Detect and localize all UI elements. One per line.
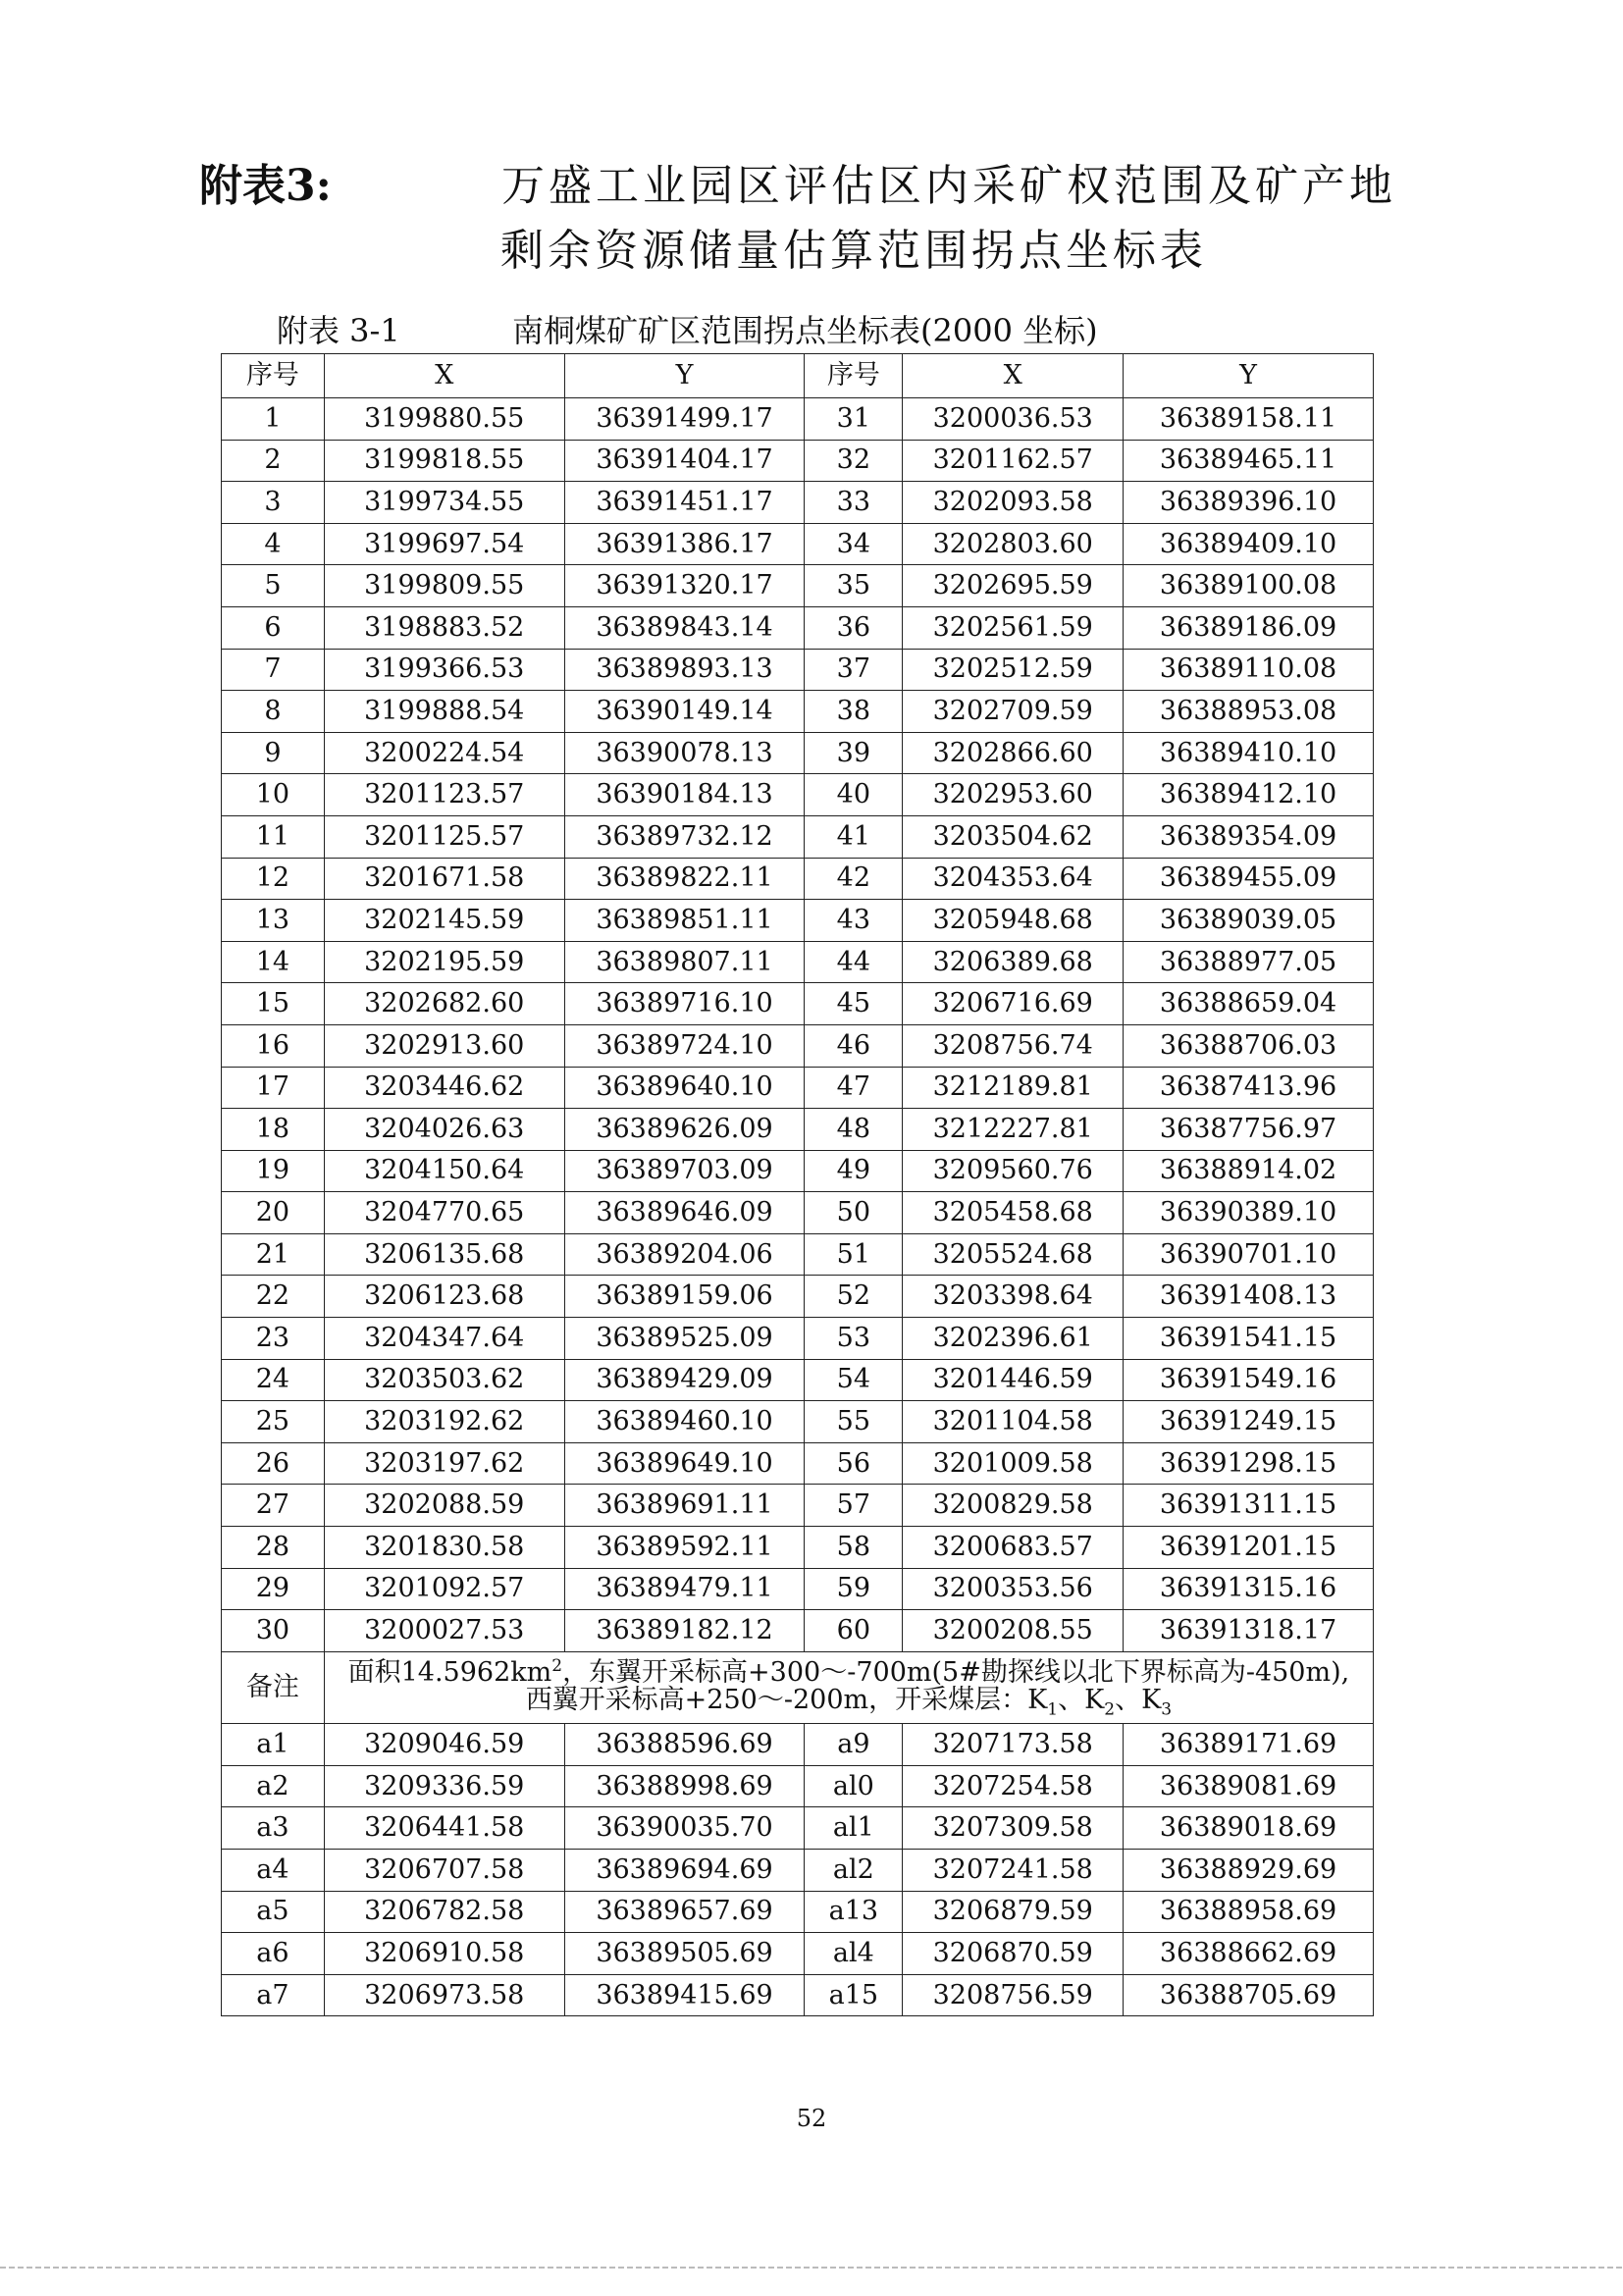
cell-x-2: 3201162.57 <box>903 440 1124 482</box>
table-row-a <box>222 1849 1374 1891</box>
cell-seq-2: 44 <box>805 941 903 983</box>
table-row <box>222 1610 1374 1652</box>
cell-x-2: 3207309.58 <box>903 1807 1124 1850</box>
cell-x-2: 3202866.60 <box>903 732 1124 774</box>
table-row <box>222 1485 1374 1527</box>
cell-seq-2: 52 <box>805 1276 903 1318</box>
cell-seq-2: a13 <box>805 1891 903 1933</box>
table-row-a <box>222 1891 1374 1933</box>
cell-x: 3209046.59 <box>324 1724 564 1766</box>
table-row <box>222 941 1374 983</box>
cell-x-2: 3201104.58 <box>903 1401 1124 1443</box>
cell-x: 3202682.60 <box>324 983 564 1025</box>
cell-y: 36389657.69 <box>564 1891 805 1933</box>
cell-x-2: 3208756.74 <box>903 1024 1124 1067</box>
cell-seq: 11 <box>222 815 325 858</box>
cell-seq: 20 <box>222 1192 325 1234</box>
cell-x: 3201125.57 <box>324 815 564 858</box>
cell-y-2: 36389110.08 <box>1124 649 1374 691</box>
cell-x-2: 3204353.64 <box>903 858 1124 900</box>
cell-seq-2: 57 <box>805 1485 903 1527</box>
table-row <box>222 691 1374 733</box>
cell-seq: 30 <box>222 1610 325 1652</box>
cell-x: 3202145.59 <box>324 900 564 942</box>
cell-y-2: 36389158.11 <box>1124 398 1374 441</box>
cell-seq: 17 <box>222 1067 325 1109</box>
cell-x: 3204026.63 <box>324 1109 564 1151</box>
title-line-1-text: 万盛工业园区评估区内采矿权范围及矿产地 <box>501 161 1396 211</box>
cell-y-2: 36389412.10 <box>1124 774 1374 816</box>
table-row <box>222 1192 1374 1234</box>
table-row <box>222 606 1374 649</box>
cell-seq: 25 <box>222 1401 325 1443</box>
note-east-wing: ，东翼开采标高+300～-700m(5#勘探线以北下界标高为-450m), <box>562 1656 1350 1688</box>
note-k1-sub: 1 <box>1047 1699 1059 1720</box>
cell-x: 3206441.58 <box>324 1807 564 1850</box>
cell-seq-2: 32 <box>805 440 903 482</box>
table-row <box>222 1024 1374 1067</box>
cell-x-2: 3202803.60 <box>903 523 1124 565</box>
cell-y-2: 36391541.15 <box>1124 1318 1374 1360</box>
cell-x: 3198883.52 <box>324 606 564 649</box>
title-prefix: 附表3: <box>199 161 332 211</box>
cell-seq: 19 <box>222 1150 325 1192</box>
cell-y: 36389159.06 <box>564 1276 805 1318</box>
cell-x: 3199880.55 <box>324 398 564 441</box>
cell-y: 36389182.12 <box>564 1610 805 1652</box>
cell-seq-2: 35 <box>805 565 903 607</box>
table-row-a <box>222 1933 1374 1975</box>
cell-y-2: 36389410.10 <box>1124 732 1374 774</box>
cell-y: 36390149.14 <box>564 691 805 733</box>
cell-x-2: 3205948.68 <box>903 900 1124 942</box>
cell-seq: a7 <box>222 1974 325 2016</box>
cell-seq: 4 <box>222 523 325 565</box>
header-seq-2: 序号 <box>805 354 903 398</box>
cell-y: 36391386.17 <box>564 523 805 565</box>
cell-x: 3204347.64 <box>324 1318 564 1360</box>
cell-x: 3201092.57 <box>324 1568 564 1610</box>
cell-x-2: 3206879.59 <box>903 1891 1124 1933</box>
cell-x: 3206135.68 <box>324 1233 564 1276</box>
cell-seq-2: 56 <box>805 1442 903 1485</box>
table-row <box>222 1401 1374 1443</box>
header-x-2: X <box>903 354 1124 398</box>
cell-seq-2: 47 <box>805 1067 903 1109</box>
cell-seq-2: 59 <box>805 1568 903 1610</box>
cell-x-2: 3201446.59 <box>903 1359 1124 1401</box>
cell-y: 36389703.09 <box>564 1150 805 1192</box>
cell-x-2: 3202953.60 <box>903 774 1124 816</box>
cell-y-2: 36388929.69 <box>1124 1849 1374 1891</box>
cell-seq: 3 <box>222 482 325 524</box>
cell-seq: 8 <box>222 691 325 733</box>
cell-x-2: 3203398.64 <box>903 1276 1124 1318</box>
cell-seq-2: 39 <box>805 732 903 774</box>
cell-y: 36389415.69 <box>564 1974 805 2016</box>
cell-y: 36389204.06 <box>564 1233 805 1276</box>
cell-seq-2: al2 <box>805 1849 903 1891</box>
cell-seq: 14 <box>222 941 325 983</box>
cell-y-2: 36389455.09 <box>1124 858 1374 900</box>
cell-y: 36389822.11 <box>564 858 805 900</box>
cell-seq-2: 36 <box>805 606 903 649</box>
cell-x-2: 3209560.76 <box>903 1150 1124 1192</box>
cell-y-2: 36390701.10 <box>1124 1233 1374 1276</box>
cell-x: 3203446.62 <box>324 1067 564 1109</box>
cell-y: 36389893.13 <box>564 649 805 691</box>
cell-x: 3206973.58 <box>324 1974 564 2016</box>
table-row-a <box>222 1974 1374 2016</box>
cell-y: 36389851.11 <box>564 900 805 942</box>
table-header-row <box>222 354 1374 398</box>
cell-seq-2: 60 <box>805 1610 903 1652</box>
cell-y: 36389479.11 <box>564 1568 805 1610</box>
cell-seq: 29 <box>222 1568 325 1610</box>
cell-x: 3206707.58 <box>324 1849 564 1891</box>
cell-y: 36389807.11 <box>564 941 805 983</box>
cell-seq-2: 55 <box>805 1401 903 1443</box>
cell-y-2: 36391549.16 <box>1124 1359 1374 1401</box>
cell-y-2: 36389186.09 <box>1124 606 1374 649</box>
table-caption <box>277 306 1098 351</box>
cell-seq: a5 <box>222 1891 325 1933</box>
table-row <box>222 565 1374 607</box>
table-row <box>222 1527 1374 1569</box>
cell-seq-2: 43 <box>805 900 903 942</box>
cell-x-2: 3205524.68 <box>903 1233 1124 1276</box>
header-seq: 序号 <box>222 354 325 398</box>
cell-x-2: 3200829.58 <box>903 1485 1124 1527</box>
coordinate-table <box>221 353 1374 2016</box>
table-row-a <box>222 1724 1374 1766</box>
cell-y: 36390035.70 <box>564 1807 805 1850</box>
cell-y: 36388998.69 <box>564 1765 805 1807</box>
table-row-a <box>222 1807 1374 1850</box>
table-row <box>222 1109 1374 1151</box>
title-line-2: 剩余资源储量估算范围拐点坐标表 <box>500 226 1207 276</box>
cell-seq: 26 <box>222 1442 325 1485</box>
cell-seq: 16 <box>222 1024 325 1067</box>
cell-x: 3204770.65 <box>324 1192 564 1234</box>
note-area-unit-sup: 2 <box>551 1655 563 1676</box>
table-row <box>222 1359 1374 1401</box>
cell-seq-2: 37 <box>805 649 903 691</box>
cell-y: 36389724.10 <box>564 1024 805 1067</box>
cell-seq-2: 31 <box>805 398 903 441</box>
cell-x: 3209336.59 <box>324 1765 564 1807</box>
table-row <box>222 1233 1374 1276</box>
cell-y-2: 36391318.17 <box>1124 1610 1374 1652</box>
cell-y: 36389732.12 <box>564 815 805 858</box>
cell-seq-2: a9 <box>805 1724 903 1766</box>
cell-y-2: 36389018.69 <box>1124 1807 1374 1850</box>
cell-x-2: 3203504.62 <box>903 815 1124 858</box>
cell-seq-2: 40 <box>805 774 903 816</box>
cell-x-2: 3207241.58 <box>903 1849 1124 1891</box>
cell-seq-2: 45 <box>805 983 903 1025</box>
cell-seq-2: 34 <box>805 523 903 565</box>
cell-seq-2: 48 <box>805 1109 903 1151</box>
scan-edge-line <box>0 2267 1623 2269</box>
cell-seq: 27 <box>222 1485 325 1527</box>
cell-x-2: 3201009.58 <box>903 1442 1124 1485</box>
cell-y-2: 36390389.10 <box>1124 1192 1374 1234</box>
header-y: Y <box>564 354 805 398</box>
cell-x-2: 3208756.59 <box>903 1974 1124 2016</box>
cell-y: 36389592.11 <box>564 1527 805 1569</box>
cell-y: 36389646.09 <box>564 1192 805 1234</box>
cell-x-2: 3206716.69 <box>903 983 1124 1025</box>
cell-y: 36391499.17 <box>564 398 805 441</box>
cell-y-2: 36389409.10 <box>1124 523 1374 565</box>
table-row <box>222 1568 1374 1610</box>
cell-seq-2: al4 <box>805 1933 903 1975</box>
cell-x: 3204150.64 <box>324 1150 564 1192</box>
cell-y-2: 36391408.13 <box>1124 1276 1374 1318</box>
cell-y: 36389460.10 <box>564 1401 805 1443</box>
cell-y-2: 36391315.16 <box>1124 1568 1374 1610</box>
cell-seq-2: 41 <box>805 815 903 858</box>
cell-y-2: 36389171.69 <box>1124 1724 1374 1766</box>
cell-y: 36389525.09 <box>564 1318 805 1360</box>
cell-x-2: 3205458.68 <box>903 1192 1124 1234</box>
header-x: X <box>324 354 564 398</box>
cell-x-2: 3202709.59 <box>903 691 1124 733</box>
table-row-a <box>222 1765 1374 1807</box>
cell-x: 3202913.60 <box>324 1024 564 1067</box>
cell-y: 36389691.11 <box>564 1485 805 1527</box>
cell-y-2: 36391311.15 <box>1124 1485 1374 1527</box>
cell-x: 3202195.59 <box>324 941 564 983</box>
cell-x-2: 3202561.59 <box>903 606 1124 649</box>
cell-x-2: 3200208.55 <box>903 1610 1124 1652</box>
cell-y: 36391320.17 <box>564 565 805 607</box>
cell-seq: 15 <box>222 983 325 1025</box>
cell-x: 3206782.58 <box>324 1891 564 1933</box>
cell-y-2: 36391298.15 <box>1124 1442 1374 1485</box>
cell-seq: a3 <box>222 1807 325 1850</box>
cell-y-2: 36388977.05 <box>1124 941 1374 983</box>
cell-y-2: 36389396.10 <box>1124 482 1374 524</box>
cell-x: 3200224.54 <box>324 732 564 774</box>
table-row <box>222 858 1374 900</box>
table-row <box>222 649 1374 691</box>
table-row <box>222 1318 1374 1360</box>
note-label: 备注 <box>222 1651 325 1723</box>
cell-seq-2: 51 <box>805 1233 903 1276</box>
cell-y: 36390078.13 <box>564 732 805 774</box>
cell-x: 3201123.57 <box>324 774 564 816</box>
cell-seq: 21 <box>222 1233 325 1276</box>
cell-seq-2: 58 <box>805 1527 903 1569</box>
table-row <box>222 1067 1374 1109</box>
cell-x-2: 3200353.56 <box>903 1568 1124 1610</box>
cell-seq: 28 <box>222 1527 325 1569</box>
table-row <box>222 1442 1374 1485</box>
cell-x: 3199818.55 <box>324 440 564 482</box>
table-caption-text: 南桐煤矿矿区范围拐点坐标表(2000 坐标) <box>512 312 1098 349</box>
note-sep-2: 、K <box>1115 1684 1162 1715</box>
note-row <box>222 1651 1374 1723</box>
cell-x-2: 3202093.58 <box>903 482 1124 524</box>
cell-y-2: 36389465.11 <box>1124 440 1374 482</box>
table-row <box>222 732 1374 774</box>
cell-x: 3199697.54 <box>324 523 564 565</box>
table-row <box>222 482 1374 524</box>
cell-y-2: 36389100.08 <box>1124 565 1374 607</box>
cell-x-2: 3207254.58 <box>903 1765 1124 1807</box>
table-number: 附表 3-1 <box>277 312 400 349</box>
cell-x: 3199366.53 <box>324 649 564 691</box>
cell-seq: 13 <box>222 900 325 942</box>
cell-y: 36391451.17 <box>564 482 805 524</box>
cell-seq-2: 33 <box>805 482 903 524</box>
cell-y: 36389843.14 <box>564 606 805 649</box>
cell-seq: 5 <box>222 565 325 607</box>
cell-x: 3199888.54 <box>324 691 564 733</box>
cell-y-2: 36388706.03 <box>1124 1024 1374 1067</box>
cell-y-2: 36388958.69 <box>1124 1891 1374 1933</box>
table-row <box>222 774 1374 816</box>
page-number: 52 <box>796 2105 827 2132</box>
cell-y-2: 36391201.15 <box>1124 1527 1374 1569</box>
cell-y-2: 36387756.97 <box>1124 1109 1374 1151</box>
cell-y: 36389640.10 <box>564 1067 805 1109</box>
cell-seq: 22 <box>222 1276 325 1318</box>
table-row <box>222 440 1374 482</box>
cell-seq-2: 38 <box>805 691 903 733</box>
cell-seq: 1 <box>222 398 325 441</box>
cell-y: 36388596.69 <box>564 1724 805 1766</box>
cell-x: 3203197.62 <box>324 1442 564 1485</box>
cell-seq-2: 42 <box>805 858 903 900</box>
cell-y-2: 36388662.69 <box>1124 1933 1374 1975</box>
cell-y: 36389694.69 <box>564 1849 805 1891</box>
cell-x-2: 3206389.68 <box>903 941 1124 983</box>
cell-seq-2: 54 <box>805 1359 903 1401</box>
cell-x: 3206910.58 <box>324 1933 564 1975</box>
table-row <box>222 1276 1374 1318</box>
cell-x-2: 3202512.59 <box>903 649 1124 691</box>
cell-x-2: 3212227.81 <box>903 1109 1124 1151</box>
cell-seq-2: a15 <box>805 1974 903 2016</box>
table-row <box>222 398 1374 441</box>
cell-x: 3206123.68 <box>324 1276 564 1318</box>
note-area: 面积14.5962km <box>347 1656 552 1688</box>
cell-y: 36391404.17 <box>564 440 805 482</box>
cell-y-2: 36388705.69 <box>1124 1974 1374 2016</box>
cell-x-2: 3202396.61 <box>903 1318 1124 1360</box>
cell-y-2: 36388914.02 <box>1124 1150 1374 1192</box>
cell-y-2: 36391249.15 <box>1124 1401 1374 1443</box>
cell-y: 36389716.10 <box>564 983 805 1025</box>
cell-seq: a6 <box>222 1933 325 1975</box>
document-title <box>0 157 1623 281</box>
cell-seq-2: 53 <box>805 1318 903 1360</box>
cell-y-2: 36388659.04 <box>1124 983 1374 1025</box>
cell-x-2: 3202695.59 <box>903 565 1124 607</box>
table-row <box>222 983 1374 1025</box>
cell-y-2: 36387413.96 <box>1124 1067 1374 1109</box>
cell-y: 36389505.69 <box>564 1933 805 1975</box>
cell-seq: 10 <box>222 774 325 816</box>
cell-seq: a2 <box>222 1765 325 1807</box>
cell-y: 36389649.10 <box>564 1442 805 1485</box>
cell-x: 3200027.53 <box>324 1610 564 1652</box>
cell-x-2: 3206870.59 <box>903 1933 1124 1975</box>
cell-seq: a1 <box>222 1724 325 1766</box>
cell-x: 3203192.62 <box>324 1401 564 1443</box>
note-west-wing: 西翼开采标高+250～-200m，开采煤层：K <box>525 1684 1048 1715</box>
cell-x: 3199734.55 <box>324 482 564 524</box>
cell-y-2: 36389039.05 <box>1124 900 1374 942</box>
note-k3-sub: 3 <box>1161 1699 1173 1720</box>
cell-x-2: 3212189.81 <box>903 1067 1124 1109</box>
cell-x: 3201830.58 <box>324 1527 564 1569</box>
cell-seq: 24 <box>222 1359 325 1401</box>
cell-y: 36389429.09 <box>564 1359 805 1401</box>
table-row <box>222 1150 1374 1192</box>
cell-seq: 9 <box>222 732 325 774</box>
header-y-2: Y <box>1124 354 1374 398</box>
cell-y: 36389626.09 <box>564 1109 805 1151</box>
cell-x: 3202088.59 <box>324 1485 564 1527</box>
cell-seq: a4 <box>222 1849 325 1891</box>
title-line-1 <box>0 157 1623 216</box>
cell-seq: 6 <box>222 606 325 649</box>
cell-y-2: 36389354.09 <box>1124 815 1374 858</box>
cell-seq: 2 <box>222 440 325 482</box>
cell-x-2: 3200683.57 <box>903 1527 1124 1569</box>
cell-seq-2: 49 <box>805 1150 903 1192</box>
cell-x-2: 3200036.53 <box>903 398 1124 441</box>
cell-seq-2: al0 <box>805 1765 903 1807</box>
cell-y-2: 36389081.69 <box>1124 1765 1374 1807</box>
cell-y-2: 36388953.08 <box>1124 691 1374 733</box>
table-row <box>222 900 1374 942</box>
cell-x: 3203503.62 <box>324 1359 564 1401</box>
table-row <box>222 523 1374 565</box>
cell-seq: 7 <box>222 649 325 691</box>
cell-seq-2: al1 <box>805 1807 903 1850</box>
table-row <box>222 815 1374 858</box>
cell-seq: 23 <box>222 1318 325 1360</box>
note-k2-sub: 2 <box>1104 1699 1116 1720</box>
note-text <box>324 1651 1373 1723</box>
cell-x: 3199809.55 <box>324 565 564 607</box>
cell-seq: 18 <box>222 1109 325 1151</box>
cell-x: 3201671.58 <box>324 858 564 900</box>
cell-seq: 12 <box>222 858 325 900</box>
cell-seq-2: 50 <box>805 1192 903 1234</box>
cell-y: 36390184.13 <box>564 774 805 816</box>
note-sep-1: 、K <box>1058 1684 1105 1715</box>
cell-x-2: 3207173.58 <box>903 1724 1124 1766</box>
cell-seq-2: 46 <box>805 1024 903 1067</box>
